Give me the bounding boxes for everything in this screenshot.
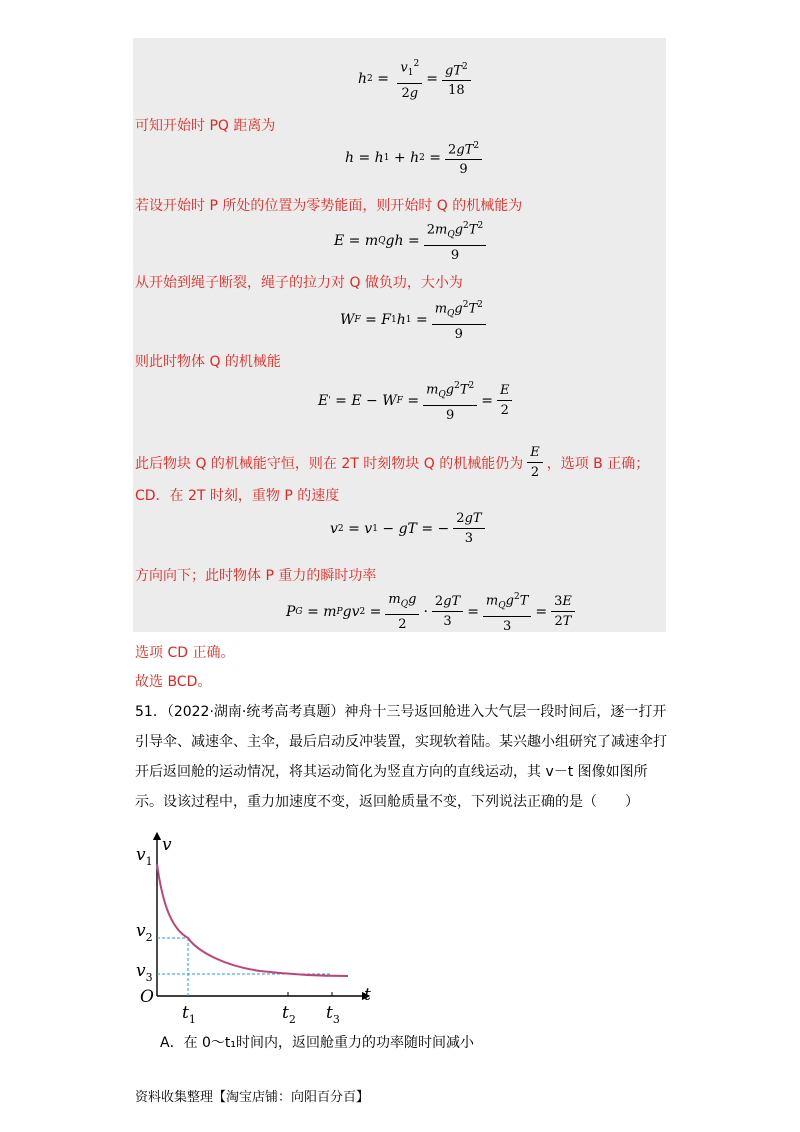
equation-h2: h 2 = $\frac{v_1^2}{2g}$ = $\frac{gT^2}{18}$ <box>358 56 475 102</box>
solution-line-1: 可知开始时 PQ 距离为 <box>135 118 276 134</box>
footer-note: 资料收集整理【淘宝店铺：向阳百分百】 <box>135 1090 370 1105</box>
solution-line-5 <box>135 444 649 481</box>
t2-label: $t_2$ <box>282 1003 296 1026</box>
t3-label: $t_3$ <box>326 1003 340 1026</box>
v3-label: $v_3$ <box>136 961 153 984</box>
solution-line-8: 选项 CD 正确。 <box>135 645 235 661</box>
equation-WF: W F = F 1 h 1 = $\frac{m_Qg^2T^2}{9}$ <box>340 297 490 343</box>
solution-line-7: 方向向下；此时物体 P 重力的瞬时功率 <box>135 568 377 584</box>
equation-E: E = m Q gh = $\frac{2m_Qg^2T^2}{9}$ <box>334 218 490 264</box>
equation-h: h = h 1 + h 2 = $\frac{2gT^2}{9}$ <box>345 138 486 178</box>
option-a: A．在 0～t₁时间内，返回舱重力的功率随时间减小 <box>160 1035 475 1051</box>
fraction-E-over-2: $\frac{E}{2}$ <box>527 444 543 481</box>
t1-label: $t_1$ <box>182 1003 196 1026</box>
v-axis-label: v <box>162 835 172 855</box>
equation-E-prime: E ' = E − W F = $\frac{m_Qg^2T^2}{9}$ = $\frac{E}{2}$ <box>318 378 516 424</box>
v2-label: $v_2$ <box>136 921 153 944</box>
solution-line-9: 故选 BCD。 <box>135 674 212 690</box>
solution-line-5a: 此后物块 Q 的机械能守恒，则在 2T 时刻物块 Q 的机械能仍为 <box>135 455 524 472</box>
origin-label: O <box>140 987 154 1007</box>
v1-label: $v_1$ <box>136 845 153 868</box>
velocity-curve <box>157 864 348 976</box>
vt-graph <box>130 828 390 1028</box>
equation-PG: P G = m P gv 2 = $\frac{m_Qg}{2}$ · $\frac{2gT}{3}$ = $\frac{m_Qg^2T}{3}$ = $\frac{3E}{2T}$ <box>286 589 579 635</box>
solution-line-6: CD．在 2T 时刻，重物 P 的速度 <box>135 488 340 504</box>
solution-line-5b: ，选项 B 正确； <box>546 455 650 472</box>
solution-line-3: 从开始到绳子断裂，绳子的拉力对 Q 做负功，大小为 <box>135 275 463 291</box>
question-51-text: 51．（2022·湖南·统考高考真题）神舟十三号返回舱进入大气层一段时间后，逐一打开引导伞、减速伞、主伞，最后启动反冲装置，实现软着陆。某兴趣小组研究了减速伞打开后返回舱的运动情况，将其运动简化为竖直方向的直线运动，其 v－t 图像如图所示。设该过程中，重力加速度不变，返回舱质量不变，下列说法正确的是（ ） <box>135 704 667 810</box>
t-axis-label: t <box>364 985 371 1005</box>
equation-v2: v 2 = v 1 − gT = − $\frac{2gT}{3}$ <box>330 510 489 547</box>
solution-line-2: 若设开始时 P 所处的位置为零势能面，则开始时 Q 的机械能为 <box>135 198 523 214</box>
solution-line-4: 则此时物体 Q 的机械能 <box>135 354 281 370</box>
